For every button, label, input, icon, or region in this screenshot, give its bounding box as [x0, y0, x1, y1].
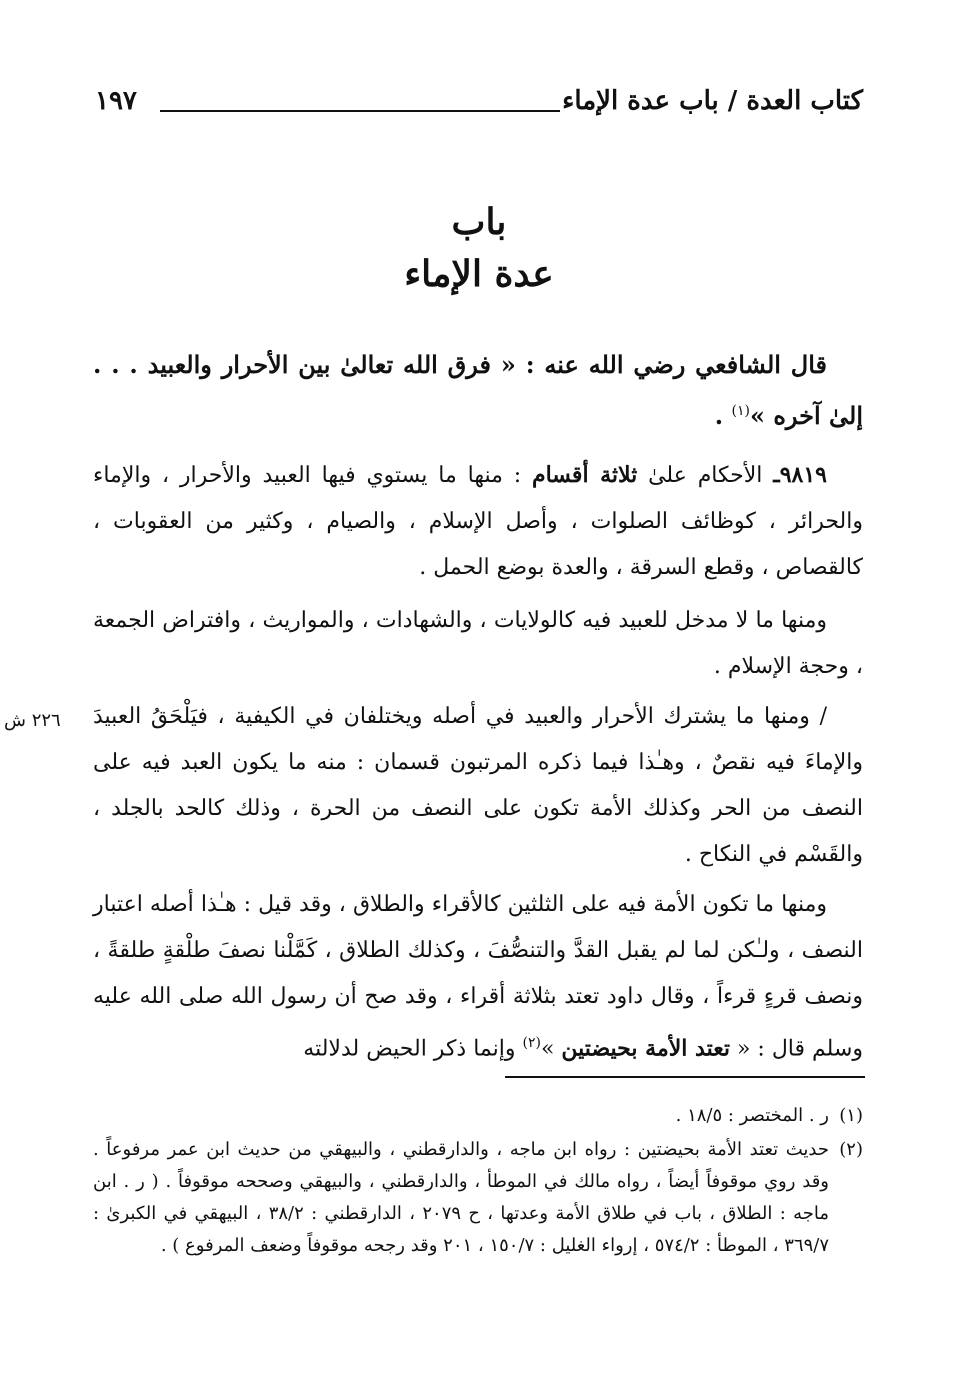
footnotes — [93, 1100, 863, 1264]
intro-end: . — [714, 401, 732, 430]
paragraph-9819 — [93, 452, 863, 591]
footnote-number: (١) — [839, 1105, 863, 1126]
running-header — [0, 86, 958, 126]
page-number: ١٩٧ — [95, 86, 137, 116]
footnote-ref-2: (٢) — [522, 1035, 541, 1051]
footnote-number: (٢) — [839, 1139, 863, 1160]
footnote — [93, 1100, 863, 1132]
footnote-text: ر . المختصر : ١٨/٥ . — [675, 1105, 829, 1126]
hadith-quote-end: » — [540, 1036, 562, 1062]
margin-page-reference: ٢٢٦ ش — [4, 710, 61, 731]
paragraph-text: ومنها ما لا مدخل للعبيد فيه كالولايات ، والشهادات ، والمواريث ، وافتراض الجمعة ، وحجة الإسلام . — [93, 608, 863, 679]
intro-text: قال الشافعي رضي الله عنه : « فرق الله تعالىٰ بين الأحرار والعبيد . . . إلىٰ آخره » — [93, 350, 863, 430]
footnote-separator — [505, 1076, 865, 1078]
paragraph-tail: وإنما ذكر الحيض لدلالته — [303, 1036, 523, 1062]
hadith-quote: تعتد الأمة بحيضتين — [561, 1035, 730, 1062]
footnote-text: حديث تعتد الأمة بحيضتين : رواه ابن ماجه ، والدارقطني ، والبيهقي من حديث ابن عمر مرفوعاً . وقد روي موقوفاً أيضاً ، رواه مالك في الموطأ ، والدارقطني ، والبيهقي وصححه موقوفاً . ( ر . ابن ماجه : الطلاق ، باب في طلاق الأمة وعدتها ، ح ٢٠٧٩ ، الدارقطني : ٣٨/٢ ، البيهقي في الكبرىٰ : ٣٦٩/٧ ، الموطأ : ٥٧٤/٢ ، إرواء الغليل : ١٥٠/٧ ، ٢٠١ وقد رجحه موقوفاً وضعف المرفوع ) . — [93, 1139, 829, 1256]
intro-paragraph — [93, 342, 863, 439]
chapter-heading — [0, 196, 958, 300]
chapter-heading-line1: باب — [451, 201, 507, 243]
paragraph-3 — [93, 694, 863, 878]
paragraph-4 — [93, 882, 863, 1072]
paragraph-lead-bold: ثلاثة أقسام — [531, 462, 638, 488]
footnote-ref-1: (١) — [731, 403, 750, 419]
paragraph-text: ومنها ما تكون الأمة فيه على الثلثين كالأقراء والطلاق ، وقد قيل : هـٰذا أصله اعتبار النصف ، ولـٰكن لما لم يقبل القدَّ والتنصُّفَ ، وكذلك الطلاق ، كَمَّلْنا نصفَ طلْقةٍ طلقةً ، ونصف قرءٍ قرءاً ، وقال داود تعتد بثلاثة أقراء ، وقد صح أن رسول الله صلى الله عليه وسلم قال : « — [93, 892, 863, 1062]
footnote — [93, 1134, 863, 1262]
running-header-title: كتاب العدة / باب عدة الإماء — [562, 86, 863, 116]
paragraph-lead: الأحكام علىٰ — [637, 463, 774, 488]
header-rule — [160, 110, 560, 112]
paragraph-2 — [93, 598, 863, 690]
paragraph-text: : منها ما يستوي فيها العبيد والأحرار ، والإماء والحرائر ، كوظائف الصلوات ، وأصل الإسلام ، والصيام ، وكثير من العقوبات ، كالقصاص ، وقطع السرقة ، والعدة بوضع الحمل . — [93, 463, 863, 580]
paragraph-text: / ومنها ما يشترك الأحرار والعبيد في أصله ويختلفان في الكيفية ، فيَلْحَقُ العبيدَ والإماءَ فيه نقصٌ ، وهـٰذا فيما ذكره المرتبون قسمان : منه ما يكون العبد فيه على النصف من الحر وكذلك الأمة تكون على النصف من الحرة ، وذلك كالحد بالجلد ، والقَسْم في النكاح . — [93, 704, 863, 867]
chapter-heading-line2: عدة الإماء — [404, 253, 554, 295]
paragraph-number: ٩٨١٩ـ — [773, 462, 827, 488]
